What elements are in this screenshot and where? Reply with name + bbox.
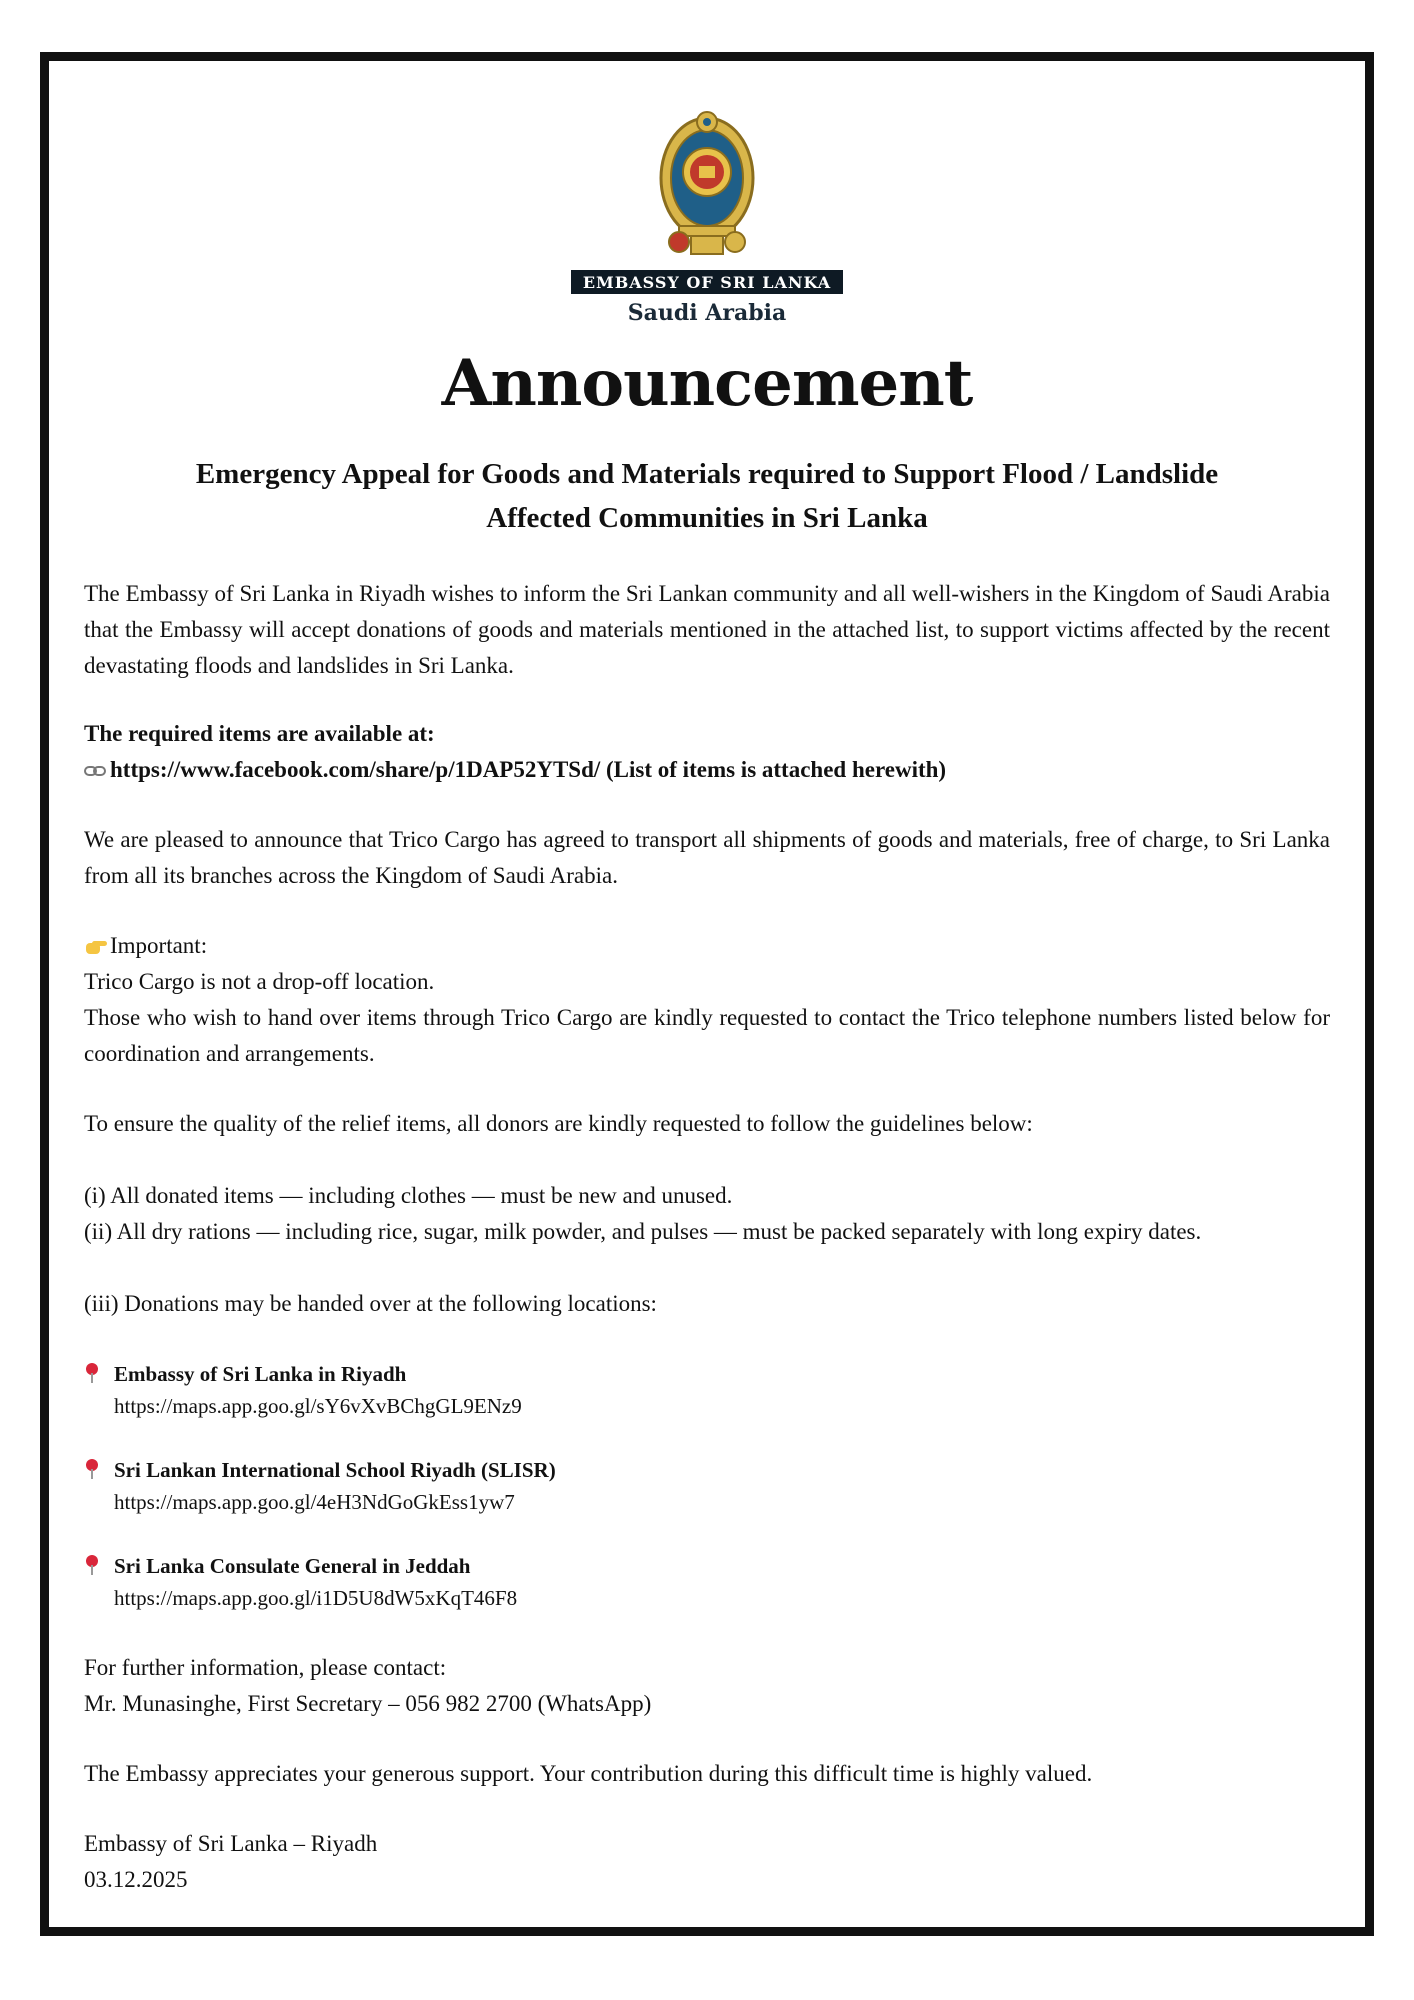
trico-paragraph: We are pleased to announce that Trico Cargo has agreed to transport all shipments of goods and materials, free of charge, to Sri Lanka from all its branches across the Kingdom of Saudi Arabia. xyxy=(84,827,1330,888)
map-pin-icon xyxy=(84,1458,104,1480)
location-item xyxy=(84,1550,1330,1614)
embassy-name-bar: EMBASSY OF SRI LANKA xyxy=(571,270,843,294)
location-name: Sri Lankan International School Riyadh (SLISR) xyxy=(114,1458,556,1482)
location-item xyxy=(84,1358,1330,1422)
location-name-row xyxy=(84,1358,1330,1390)
items-link[interactable]: https://www.facebook.com/share/p/1DAP52YTSd/ (List of items is attached herewith) xyxy=(110,757,947,782)
guideline-item: (i) All donated items — including clothes — must be new and unused. xyxy=(84,1183,733,1208)
guidelines-intro: To ensure the quality of the relief items, all donors are kindly requested to follow the guidelines below: xyxy=(84,1111,1033,1136)
important-label: Important: xyxy=(110,933,208,958)
thanks-paragraph: The Embassy appreciates your generous support. Your contribution during this difficult time is highly valued. xyxy=(84,1761,1093,1786)
map-pin-icon xyxy=(84,1554,104,1576)
sri-lanka-emblem-icon xyxy=(651,108,763,260)
map-pin-icon xyxy=(84,1362,104,1384)
location-name-row xyxy=(84,1550,1330,1582)
intro-paragraph: The Embassy of Sri Lanka in Riyadh wishes to inform the Sri Lankan community and all well-wishers in the Kingdom of Saudi Arabia that the Embassy will accept donations of goods and materials mentioned in the attached list, to support victims affected by the recent devastating floods and landslides in Sri Lanka. xyxy=(84,581,1330,678)
location-name: Embassy of Sri Lanka in Riyadh xyxy=(114,1362,407,1386)
important-line-2: Those who wish to hand over items through Trico Cargo are kindly requested to contact the Trico telephone numbers listed below for coordination and arrangements. xyxy=(84,1005,1330,1066)
contact-line-2: Mr. Munasinghe, First Secretary – 056 982 2700 (WhatsApp) xyxy=(84,1691,652,1716)
signature-org: Embassy of Sri Lanka – Riyadh xyxy=(84,1831,378,1856)
subtitle-line-1: Emergency Appeal for Goods and Materials required to Support Flood / Landslide xyxy=(195,458,1219,490)
pointing-hand-icon xyxy=(84,928,110,964)
guideline-item: (ii) All dry rations — including rice, sugar, milk powder, and pulses — must be packed separately with long expiry dates. xyxy=(84,1219,1202,1244)
embassy-country: Saudi Arabia xyxy=(627,300,787,326)
items-heading: The required items are available at: xyxy=(84,721,435,746)
signature-date: 03.12.2025 xyxy=(84,1867,188,1892)
location-map-link[interactable]: https://maps.app.goo.gl/4eH3NdGoGkEss1yw7 xyxy=(114,1490,515,1514)
location-name: Sri Lanka Consulate General in Jeddah xyxy=(114,1554,471,1578)
guideline-item: (iii) Donations may be handed over at the following locations: xyxy=(84,1291,657,1316)
subtitle-line-2: Affected Communities in Sri Lanka xyxy=(486,502,928,534)
contact-line-1: For further information, please contact: xyxy=(84,1655,447,1680)
subtitle xyxy=(120,452,1294,540)
link-icon xyxy=(84,752,110,788)
important-line-1: Trico Cargo is not a drop-off location. xyxy=(84,969,435,994)
location-map-link[interactable]: https://maps.app.goo.gl/sY6vXvBChgGL9ENz9 xyxy=(114,1394,522,1418)
location-name-row xyxy=(84,1454,1330,1486)
items-link-row xyxy=(84,752,1330,788)
location-item xyxy=(84,1454,1330,1518)
page-title: Announcement xyxy=(441,346,973,421)
important-label-row xyxy=(84,928,1330,964)
location-map-link[interactable]: https://maps.app.goo.gl/i1D5U8dW5xKqT46F8 xyxy=(114,1586,518,1610)
